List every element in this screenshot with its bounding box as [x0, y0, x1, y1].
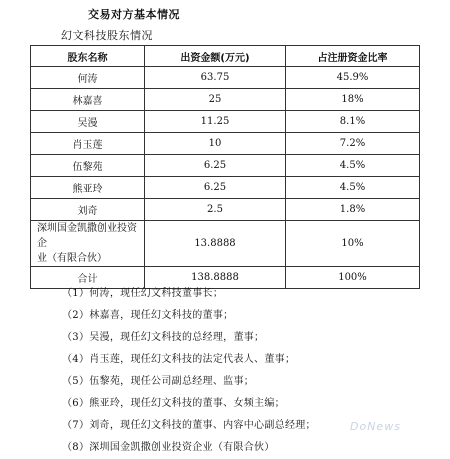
shareholder-notes — [62, 283, 316, 459]
column-header-amount: 出资金额(万元) — [145, 46, 286, 67]
column-header-name: 股东名称 — [31, 46, 145, 67]
shareholder-ratio: 7.2% — [286, 133, 420, 155]
shareholder-table — [30, 45, 420, 289]
table-row — [31, 67, 420, 89]
section-heading: 交易对方基本情况 — [88, 8, 180, 21]
shareholder-ratio: 8.1% — [286, 111, 420, 133]
shareholder-amount: 25 — [145, 89, 286, 111]
shareholder-name-line-1: 深圳国金凯撒创业投资企 — [37, 223, 137, 249]
table-row — [31, 111, 420, 133]
shareholder-amount: 13.8888 — [145, 221, 286, 267]
shareholder-ratio: 18% — [286, 89, 420, 111]
note-item: （7）刘奇，现任幻文科技的董事、内容中心副总经理； — [62, 420, 316, 431]
total-amount: 138.8888 — [145, 267, 286, 289]
table-row — [31, 133, 420, 155]
table-row — [31, 89, 420, 111]
shareholder-name — [31, 221, 145, 267]
shareholder-amount: 10 — [145, 133, 286, 155]
shareholder-ratio: 45.9% — [286, 67, 420, 89]
shareholder-amount: 2.5 — [145, 199, 286, 221]
shareholder-name: 何涛 — [31, 67, 145, 89]
shareholder-amount: 6.25 — [145, 155, 286, 177]
note-item: （5）伍黎苑，现任公司副总经理、监事； — [62, 376, 255, 387]
shareholder-name: 林嘉喜 — [31, 89, 145, 111]
table-row — [31, 221, 420, 267]
shareholder-amount: 11.25 — [145, 111, 286, 133]
total-label: 合计 — [31, 267, 145, 289]
note-item: （8）深圳国金凯撒创业投资企业（有限合伙） — [62, 442, 275, 453]
shareholder-ratio: 10% — [286, 221, 420, 267]
note-item: （6）熊亚玲，现任幻文科技的董事、女频主编； — [62, 398, 285, 409]
total-ratio: 100% — [286, 267, 420, 289]
shareholder-name: 熊亚玲 — [31, 177, 145, 199]
table-caption: 幻文科技股东情况 — [61, 29, 153, 42]
shareholder-name: 刘奇 — [31, 199, 145, 221]
note-item: （4）肖玉莲，现任幻文科技的法定代表人、董事； — [62, 354, 296, 365]
note-item: （3）吴漫，现任幻文科技的总经理，董事； — [62, 332, 265, 343]
note-item: （2）林嘉喜，现任幻文科技的董事； — [62, 310, 234, 321]
table-row — [31, 177, 420, 199]
table-header-row — [31, 46, 420, 67]
shareholder-ratio: 4.5% — [286, 155, 420, 177]
shareholder-amount: 6.25 — [145, 177, 286, 199]
watermark: DoNews — [350, 420, 401, 433]
shareholder-ratio: 4.5% — [286, 177, 420, 199]
shareholder-amount: 63.75 — [145, 67, 286, 89]
shareholder-name: 肖玉莲 — [31, 133, 145, 155]
note-item: （1）何涛，现任幻文科技董事长； — [62, 288, 224, 299]
shareholder-ratio: 1.8% — [286, 199, 420, 221]
column-header-ratio: 占注册资金比率 — [286, 46, 420, 67]
table-row — [31, 155, 420, 177]
table-row — [31, 199, 420, 221]
shareholder-name: 吴漫 — [31, 111, 145, 133]
shareholder-name: 伍黎苑 — [31, 155, 145, 177]
shareholder-name-line-2: 业（有限合伙） — [37, 253, 107, 264]
